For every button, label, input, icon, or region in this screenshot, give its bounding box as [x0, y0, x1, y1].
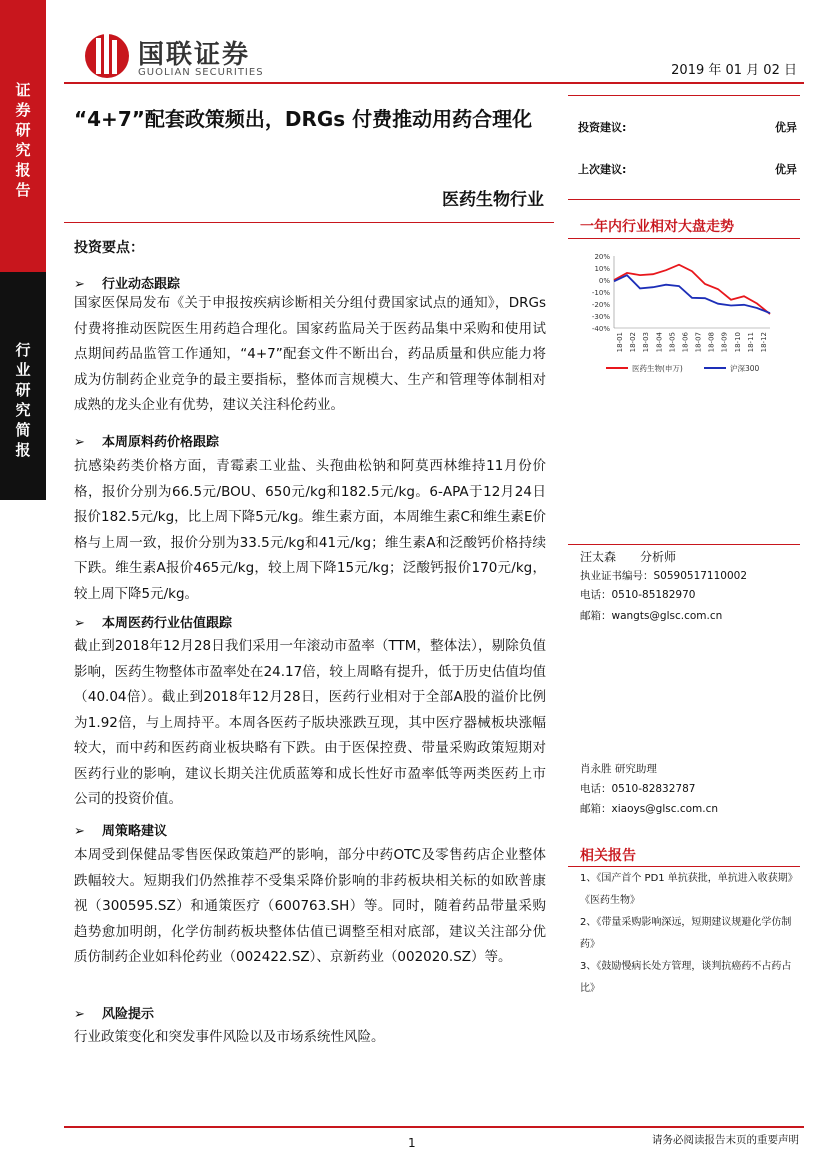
x-tick-label: 18-07: [694, 332, 703, 353]
company-logo: [82, 28, 302, 84]
section-body-2: 抗感染药类价格方面，青霉素工业盐、头孢曲松钠和阿莫西林维持11月份价格，报价分别为66.5元/BOU、650元/kg和182.5元/kg。6-APA于12月24日报价182.5元/kg，比上周下降5元/kg。维生素方面，本周维生素C和维生素E价格与上周一致，报价分别为33.5元/kg和41元/kg；维生素A和泛酸钙价格持续下跌。维生素A报价465元/kg，较上周下降15元/kg；泛酸钙报价170元/kg，较上周下降5元/kg。: [74, 458, 546, 602]
analyst1-name: 汪太森 分析师: [580, 550, 677, 564]
section-heading-1: ➢ 行业动态跟踪: [74, 277, 181, 292]
rating-label-previous: 上次建议:: [578, 163, 627, 176]
rating-value-current: 优异: [775, 121, 797, 134]
section-heading-4: ➢ 周策略建议: [74, 824, 168, 839]
rating-value-previous: 优异: [775, 163, 797, 176]
y-tick-label: 10%: [594, 265, 610, 273]
analyst2-email: 邮箱：xiaoys@glsc.com.cn: [580, 803, 719, 815]
legend-label-2: 沪深300: [730, 364, 760, 373]
rating-label-current: 投资建议:: [578, 121, 627, 134]
arrow-icon: ➢: [74, 435, 85, 450]
report-date: 2019 年 01 月 02 日: [671, 63, 797, 78]
section-body-4: 本周受到保健品零售医保政策趋严的影响，部分中药OTC及零售药店企业整体跌幅较大。短期我们仍然推荐不受集采降价影响的非药板块相关标的如欧普康视（300595.SZ）和通策医疗（600763.SH）等。同时，随着药品带量采购趋势愈加明朗，化学仿制药板块整体估值已调整至相对底部，建议关注部分优质仿制药企业如科伦药业（002422.SZ）、京新药业（002020.SZ）等。: [74, 847, 546, 965]
x-tick-label: 18-08: [707, 332, 716, 353]
y-tick-label: -20%: [591, 301, 610, 309]
series-line-1: [614, 265, 770, 314]
x-tick-label: 18-12: [760, 332, 768, 353]
relative-performance-chart: [578, 244, 800, 380]
analyst2-name: 肖永胜 研究助理: [580, 763, 657, 775]
y-tick-label: 20%: [594, 253, 610, 261]
section-heading-3: ➢ 本周医药行业估值跟踪: [74, 616, 233, 631]
related-report-1[interactable]: 1、《国产首个 PD1 单抗获批，单抗进入收获期》《医药生物》: [580, 873, 798, 906]
related-rule: [568, 866, 800, 867]
arrow-icon: ➢: [74, 1007, 85, 1022]
related-title: 相关报告: [580, 848, 636, 864]
header-rule: [64, 82, 804, 84]
disclaimer-note: 请务必阅读报告末页的重要声明: [652, 1134, 799, 1146]
summary-heading: 投资要点：: [74, 240, 144, 256]
legend-label-1: 医药生物(申万): [632, 364, 683, 373]
arrow-icon: ➢: [74, 277, 85, 292]
rating-bottom-rule: [568, 199, 800, 200]
x-tick-label: 18-03: [642, 332, 651, 353]
chart-section-title: 一年内行业相对大盘走势: [580, 219, 734, 235]
section-heading-5: ➢ 风险提示: [74, 1007, 155, 1022]
page-number: 1: [408, 1136, 416, 1150]
y-tick-label: -40%: [591, 325, 610, 333]
analyst1-phone: 电话：0510-85182970: [580, 589, 696, 601]
related-report-3[interactable]: 3、《鼓励慢病长处方管理，谈判抗癌药不占药占比》: [580, 961, 792, 994]
related-report-2[interactable]: 2、《带量采购影响深远，短期建议规避化学仿制药》: [580, 917, 792, 950]
rating-top-rule: [568, 95, 800, 96]
chart-title-rule: [568, 238, 800, 239]
analyst-rule: [568, 544, 800, 545]
sidebar-bottom-label: 行业研究简报: [15, 341, 31, 459]
section-body-5: 行业政策变化和突发事件风险以及市场系统性风险。: [74, 1029, 385, 1045]
logo-cn-text: 国联证券: [138, 40, 251, 70]
analyst2-phone: 电话：0510-82832787: [580, 783, 696, 795]
arrow-icon: ➢: [74, 616, 85, 631]
industry-name: 医药生物行业: [442, 190, 544, 210]
x-tick-label: 18-01: [616, 332, 624, 353]
x-tick-label: 18-05: [668, 332, 677, 353]
logo-en-text: GUOLIAN SECURITIES: [138, 67, 264, 78]
x-tick-label: 18-11: [746, 332, 755, 353]
x-tick-label: 18-09: [720, 332, 729, 353]
title-rule: [64, 222, 554, 223]
analyst1-cert: 执业证书编号：S0590517110002: [580, 570, 748, 582]
analyst1-email: 邮箱：wangts@glsc.com.cn: [580, 610, 723, 622]
logo-mark-icon: [82, 28, 132, 80]
x-tick-label: 18-02: [629, 332, 638, 353]
x-tick-label: 18-10: [733, 332, 742, 353]
y-tick-label: 0%: [598, 277, 610, 285]
sidebar-report-category: [0, 272, 46, 500]
x-tick-label: 18-06: [681, 332, 690, 353]
x-tick-label: 18-04: [655, 332, 664, 353]
section-body-1: 国家医保局发布《关于申报按疾病诊断相关分组付费国家试点的通知》，DRGs付费将推动医院医生用药趋合理化。国家药监局关于医药品集中采购和使用试点期间药品监管工作通知，“4+7”配套文件不断出台，药品质量和供应能力将成为仿制药企业竞争的最主要指标，整体而言规模大、生产和管理等体制相对成熟的龙头企业有优势，建议关注科伦药业。: [74, 295, 546, 413]
y-tick-label: -30%: [591, 313, 610, 321]
section-heading-2: ➢ 本周原料药价格跟踪: [74, 435, 220, 450]
footer-rule: [64, 1126, 804, 1128]
y-tick-label: -10%: [591, 289, 610, 297]
report-title: “4+7”配套政策频出，DRGs 付费推动用药合理化: [74, 107, 533, 131]
arrow-icon: ➢: [74, 824, 85, 839]
section-body-3: 截止到2018年12月28日我们采用一年滚动市盈率（TTM，整体法），剔除负值影响，医药生物整体市盈率处在24.17倍，较上周略有提升，低于历史估值均值（40.04倍）。截止到2018年12月28日，医药行业相对于全部A股的溢价比例为1.92倍，与上周持平。本周各医药子版块涨跌互现，其中医疗器械板块涨幅较大，而中药和医药商业板块略有下跌。由于医保控费、带量采购政策短期对医药行业的影响，建议长期关注优质蓝筹和成长性好市盈率低等两类医药上市公司的投资价值。: [74, 638, 546, 807]
sidebar-report-type: [0, 0, 46, 272]
sidebar-top-label: 证券研究报告: [15, 81, 31, 199]
series-line-2: [614, 275, 770, 313]
